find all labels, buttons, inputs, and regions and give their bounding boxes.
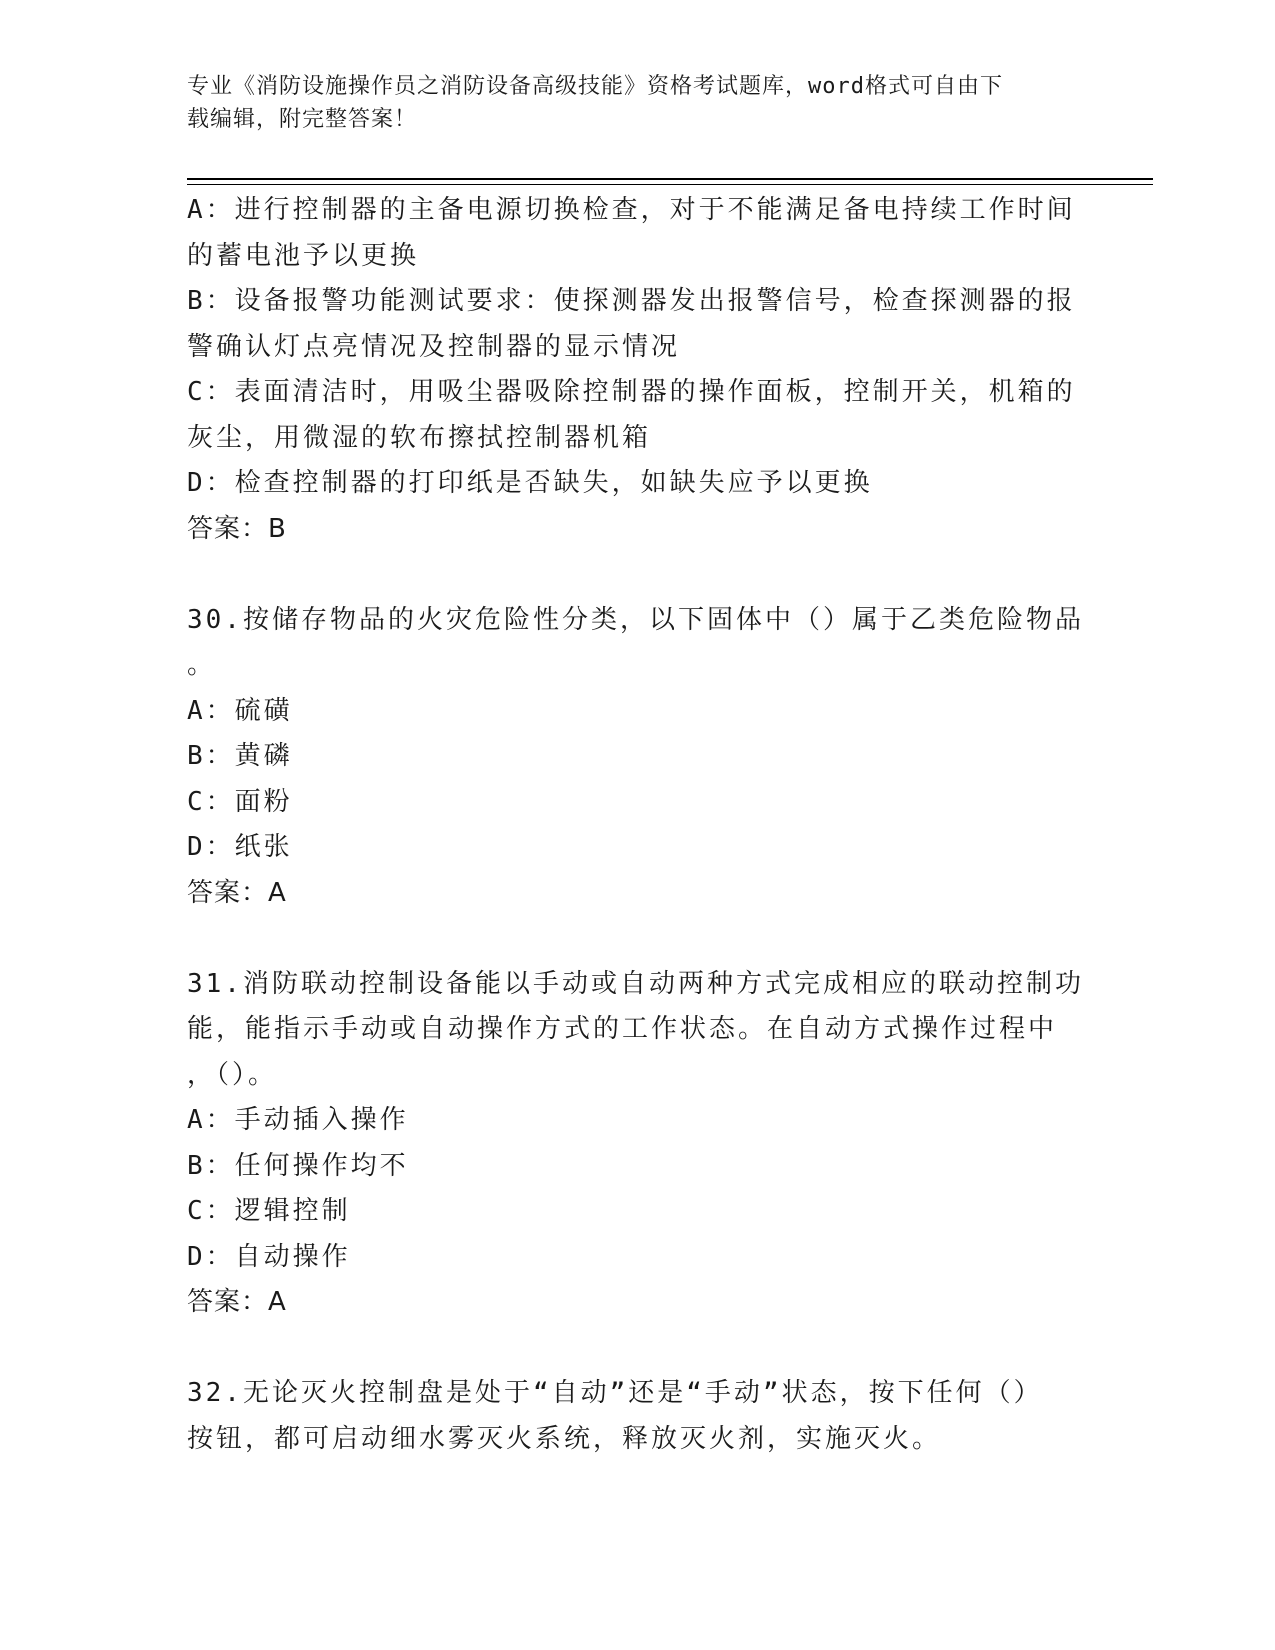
question-content <box>187 188 1084 1462</box>
header-rule-thin <box>187 184 1153 185</box>
option-b-line-1: B：设备报警功能测试要求：使探测器发出报警信号，检查探测器的报 <box>187 286 1076 316</box>
option-a-line-1: A：进行控制器的主备电源切换检查，对于不能满足备电持续工作时间 <box>187 195 1076 225</box>
option-a: A：手动插入操作 <box>187 1105 409 1135</box>
option-c: C：逻辑控制 <box>187 1196 351 1226</box>
option-b: B：黄磷 <box>187 741 293 771</box>
spacer <box>187 1326 1077 1372</box>
question-30-stem-line-1: 30.按储存物品的火灾危险性分类，以下固体中（）属于乙类危险物品 <box>187 604 1084 635</box>
header-line-1: 专业《消防设施操作员之消防设备高级技能》资格考试题库，word格式可自由下 <box>187 74 1003 99</box>
answer-31: 答案：A <box>187 1287 287 1317</box>
question-31-stem-line-2: 能，能指示手动或自动操作方式的工作状态。在自动方式操作过程中 <box>187 1014 1058 1044</box>
option-c: C：面粉 <box>187 786 293 817</box>
question-32-stem-line-2: 按钮，都可启动细水雾灭火系统，释放灭火剂，实施灭火。 <box>187 1423 942 1454</box>
option-d: D：自动操作 <box>187 1241 351 1272</box>
option-a: A：硫磺 <box>187 695 293 726</box>
option-b: B：任何操作均不 <box>187 1150 409 1181</box>
question-31 <box>187 962 1084 1326</box>
question-31-stem-line-1: 31.消防联动控制设备能以手动或自动两种方式完成相应的联动控制功 <box>187 968 1084 999</box>
spacer <box>187 916 1077 962</box>
question-30-stem-line-2: 。 <box>187 650 217 680</box>
option-a-line-2: 的蓄电池予以更换 <box>187 240 420 271</box>
question-32 <box>187 1371 1077 1462</box>
question-31-stem-line-3: ，（）。 <box>187 1059 278 1090</box>
spacer <box>187 552 1077 598</box>
option-c-line-2: 灰尘，用微湿的软布擦拭控制器机箱 <box>187 422 652 453</box>
document-header <box>187 70 1067 136</box>
question-30 <box>187 598 1084 917</box>
option-c-line-1: C：表面清洁时，用吸尘器吸除控制器的操作面板，控制开关，机箱的 <box>187 377 1076 407</box>
answer-29: 答案：B <box>187 513 287 544</box>
option-d: D：检查控制器的打印纸是否缺失，如缺失应予以更换 <box>187 468 873 498</box>
question-32-stem-line-1: 32.无论灭火控制盘是处于“自动”还是“手动”状态，按下任何（） <box>187 1378 1043 1408</box>
option-b-line-2: 警确认灯点亮情况及控制器的显示情况 <box>187 331 681 362</box>
header-rule-thick <box>187 178 1153 180</box>
header-line-2: 载编辑，附完整答案！ <box>187 107 418 132</box>
option-d: D：纸张 <box>187 832 293 862</box>
answer-30: 答案：A <box>187 877 287 908</box>
question-29-options <box>187 188 1077 552</box>
